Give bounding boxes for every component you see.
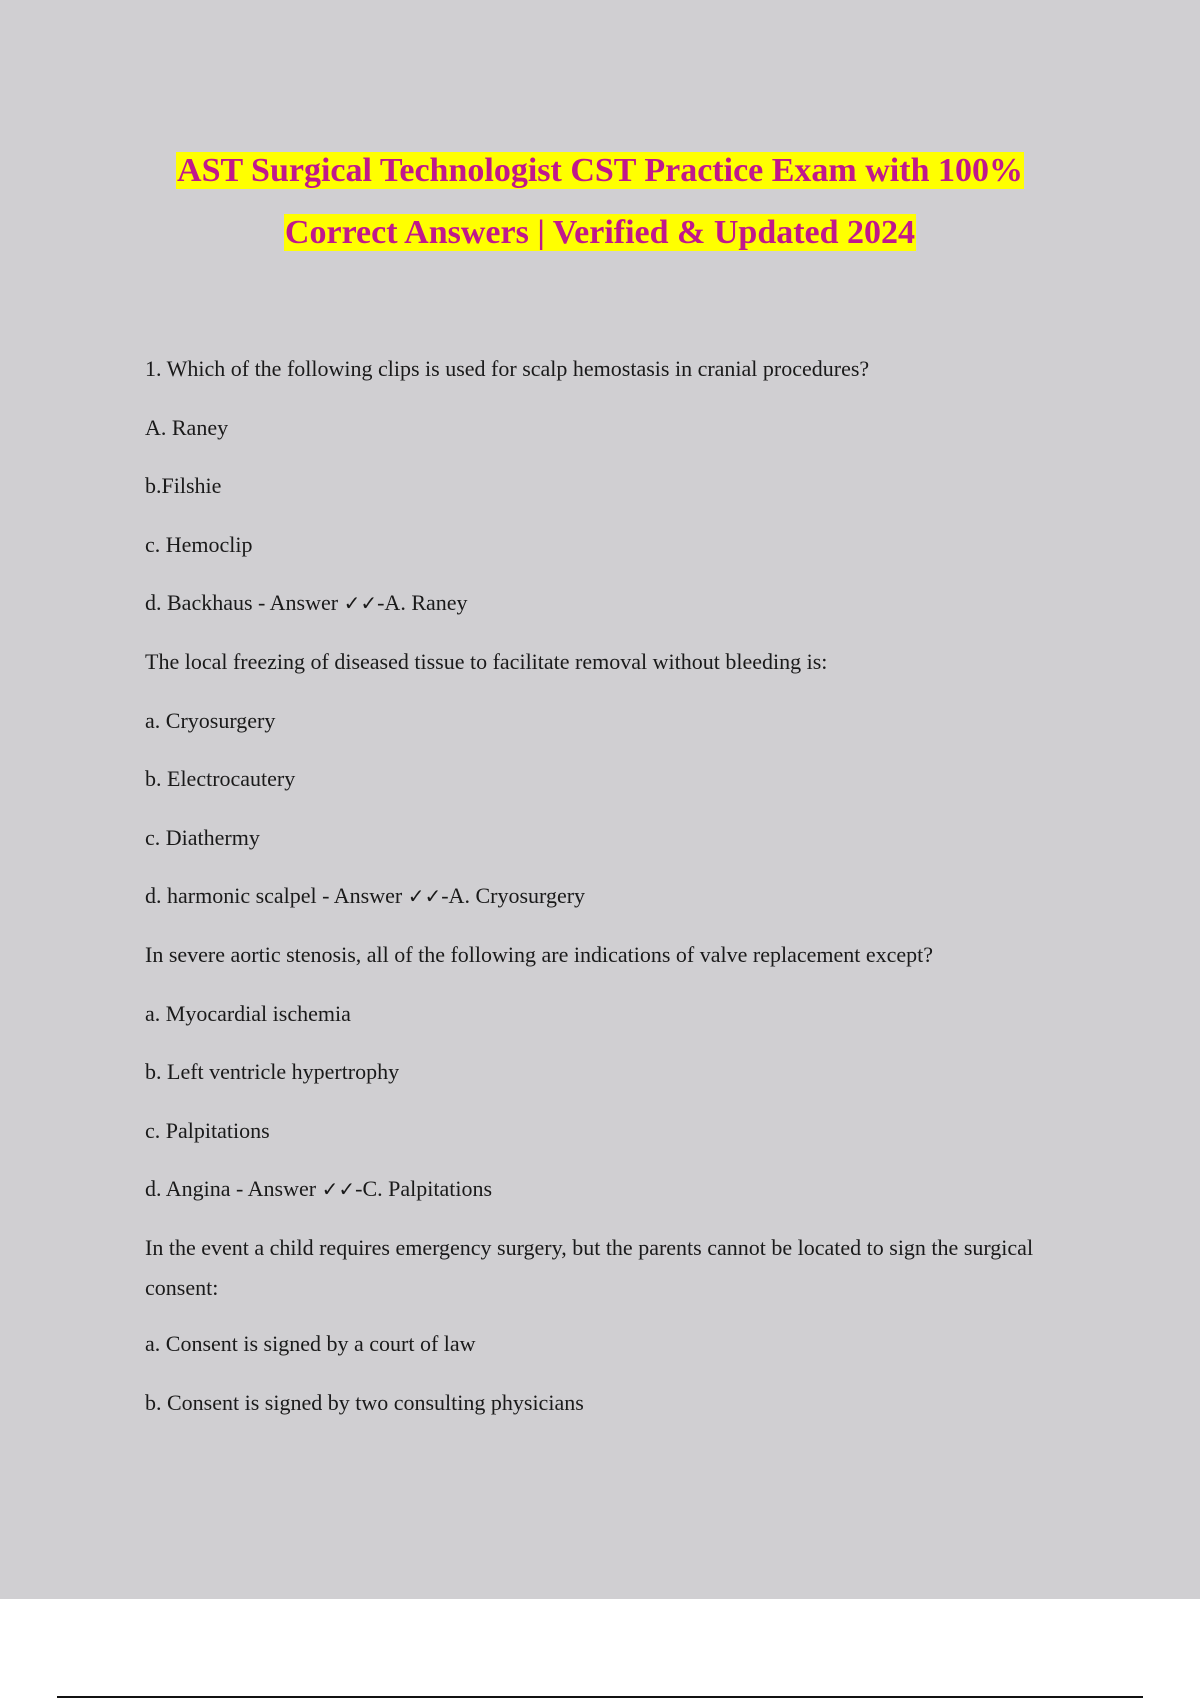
- question-text: The local freezing of diseased tissue to facilitate removal without bleeding is:: [145, 648, 828, 674]
- option-d-with-answer: [145, 1172, 1065, 1231]
- option-b: b. Left ventricle hypertrophy: [145, 1059, 400, 1085]
- option-d-with-answer: [145, 586, 1065, 645]
- option-a: a. Cryosurgery: [145, 707, 276, 733]
- question-text: In severe aortic stenosis, all of the following are indications of valve replacement except?: [145, 941, 934, 967]
- title-line-2: [0, 202, 1200, 264]
- question-text: 1. Which of the following clips is used for scalp hemostasis in cranial procedures?: [145, 356, 870, 381]
- option-b: b. Consent is signed by two consulting physicians: [145, 1389, 584, 1415]
- double-check-icon: ✓✓: [343, 591, 378, 616]
- option-d: d. harmonic scalpel -: [145, 883, 334, 909]
- answer-label: Answer: [247, 1176, 322, 1202]
- footer-divider: [57, 1696, 1143, 1698]
- answer-value: -C. Palpitations: [355, 1176, 493, 1202]
- answer-value: -A. Raney: [377, 590, 468, 616]
- question-text: In the event a child requires emergency surgery, but the parents cannot be located to sign the surgical consent:: [145, 1234, 1034, 1300]
- question-list: [145, 352, 1065, 1444]
- answer-label: Answer: [269, 590, 344, 616]
- double-check-icon: ✓✓: [321, 1177, 356, 1202]
- option-a: A. Raney: [145, 414, 229, 440]
- option-c: c. Palpitations: [145, 1117, 270, 1143]
- title-text-1: AST Surgical Technologist CST Practice Exam with 100%: [177, 152, 1023, 189]
- option-a: a. Myocardial ischemia: [145, 1000, 351, 1026]
- title-line-1: [0, 140, 1200, 202]
- document-title: [0, 140, 1200, 264]
- option-a: a. Consent is signed by a court of law: [145, 1330, 476, 1356]
- double-check-icon: ✓✓: [407, 884, 442, 909]
- option-b: b.Filshie: [145, 473, 222, 499]
- option-c: c. Diathermy: [145, 824, 260, 850]
- option-d: d. Backhaus -: [145, 590, 270, 616]
- title-text-2: Correct Answers | Verified & Updated 2024: [284, 214, 916, 251]
- answer-value: -A. Cryosurgery: [441, 883, 586, 909]
- answer-label: Answer: [333, 883, 408, 909]
- option-d: d. Angina -: [145, 1176, 248, 1202]
- option-d-with-answer: [145, 879, 1065, 938]
- option-b: b. Electrocautery: [145, 766, 296, 792]
- option-c: c. Hemoclip: [145, 531, 253, 557]
